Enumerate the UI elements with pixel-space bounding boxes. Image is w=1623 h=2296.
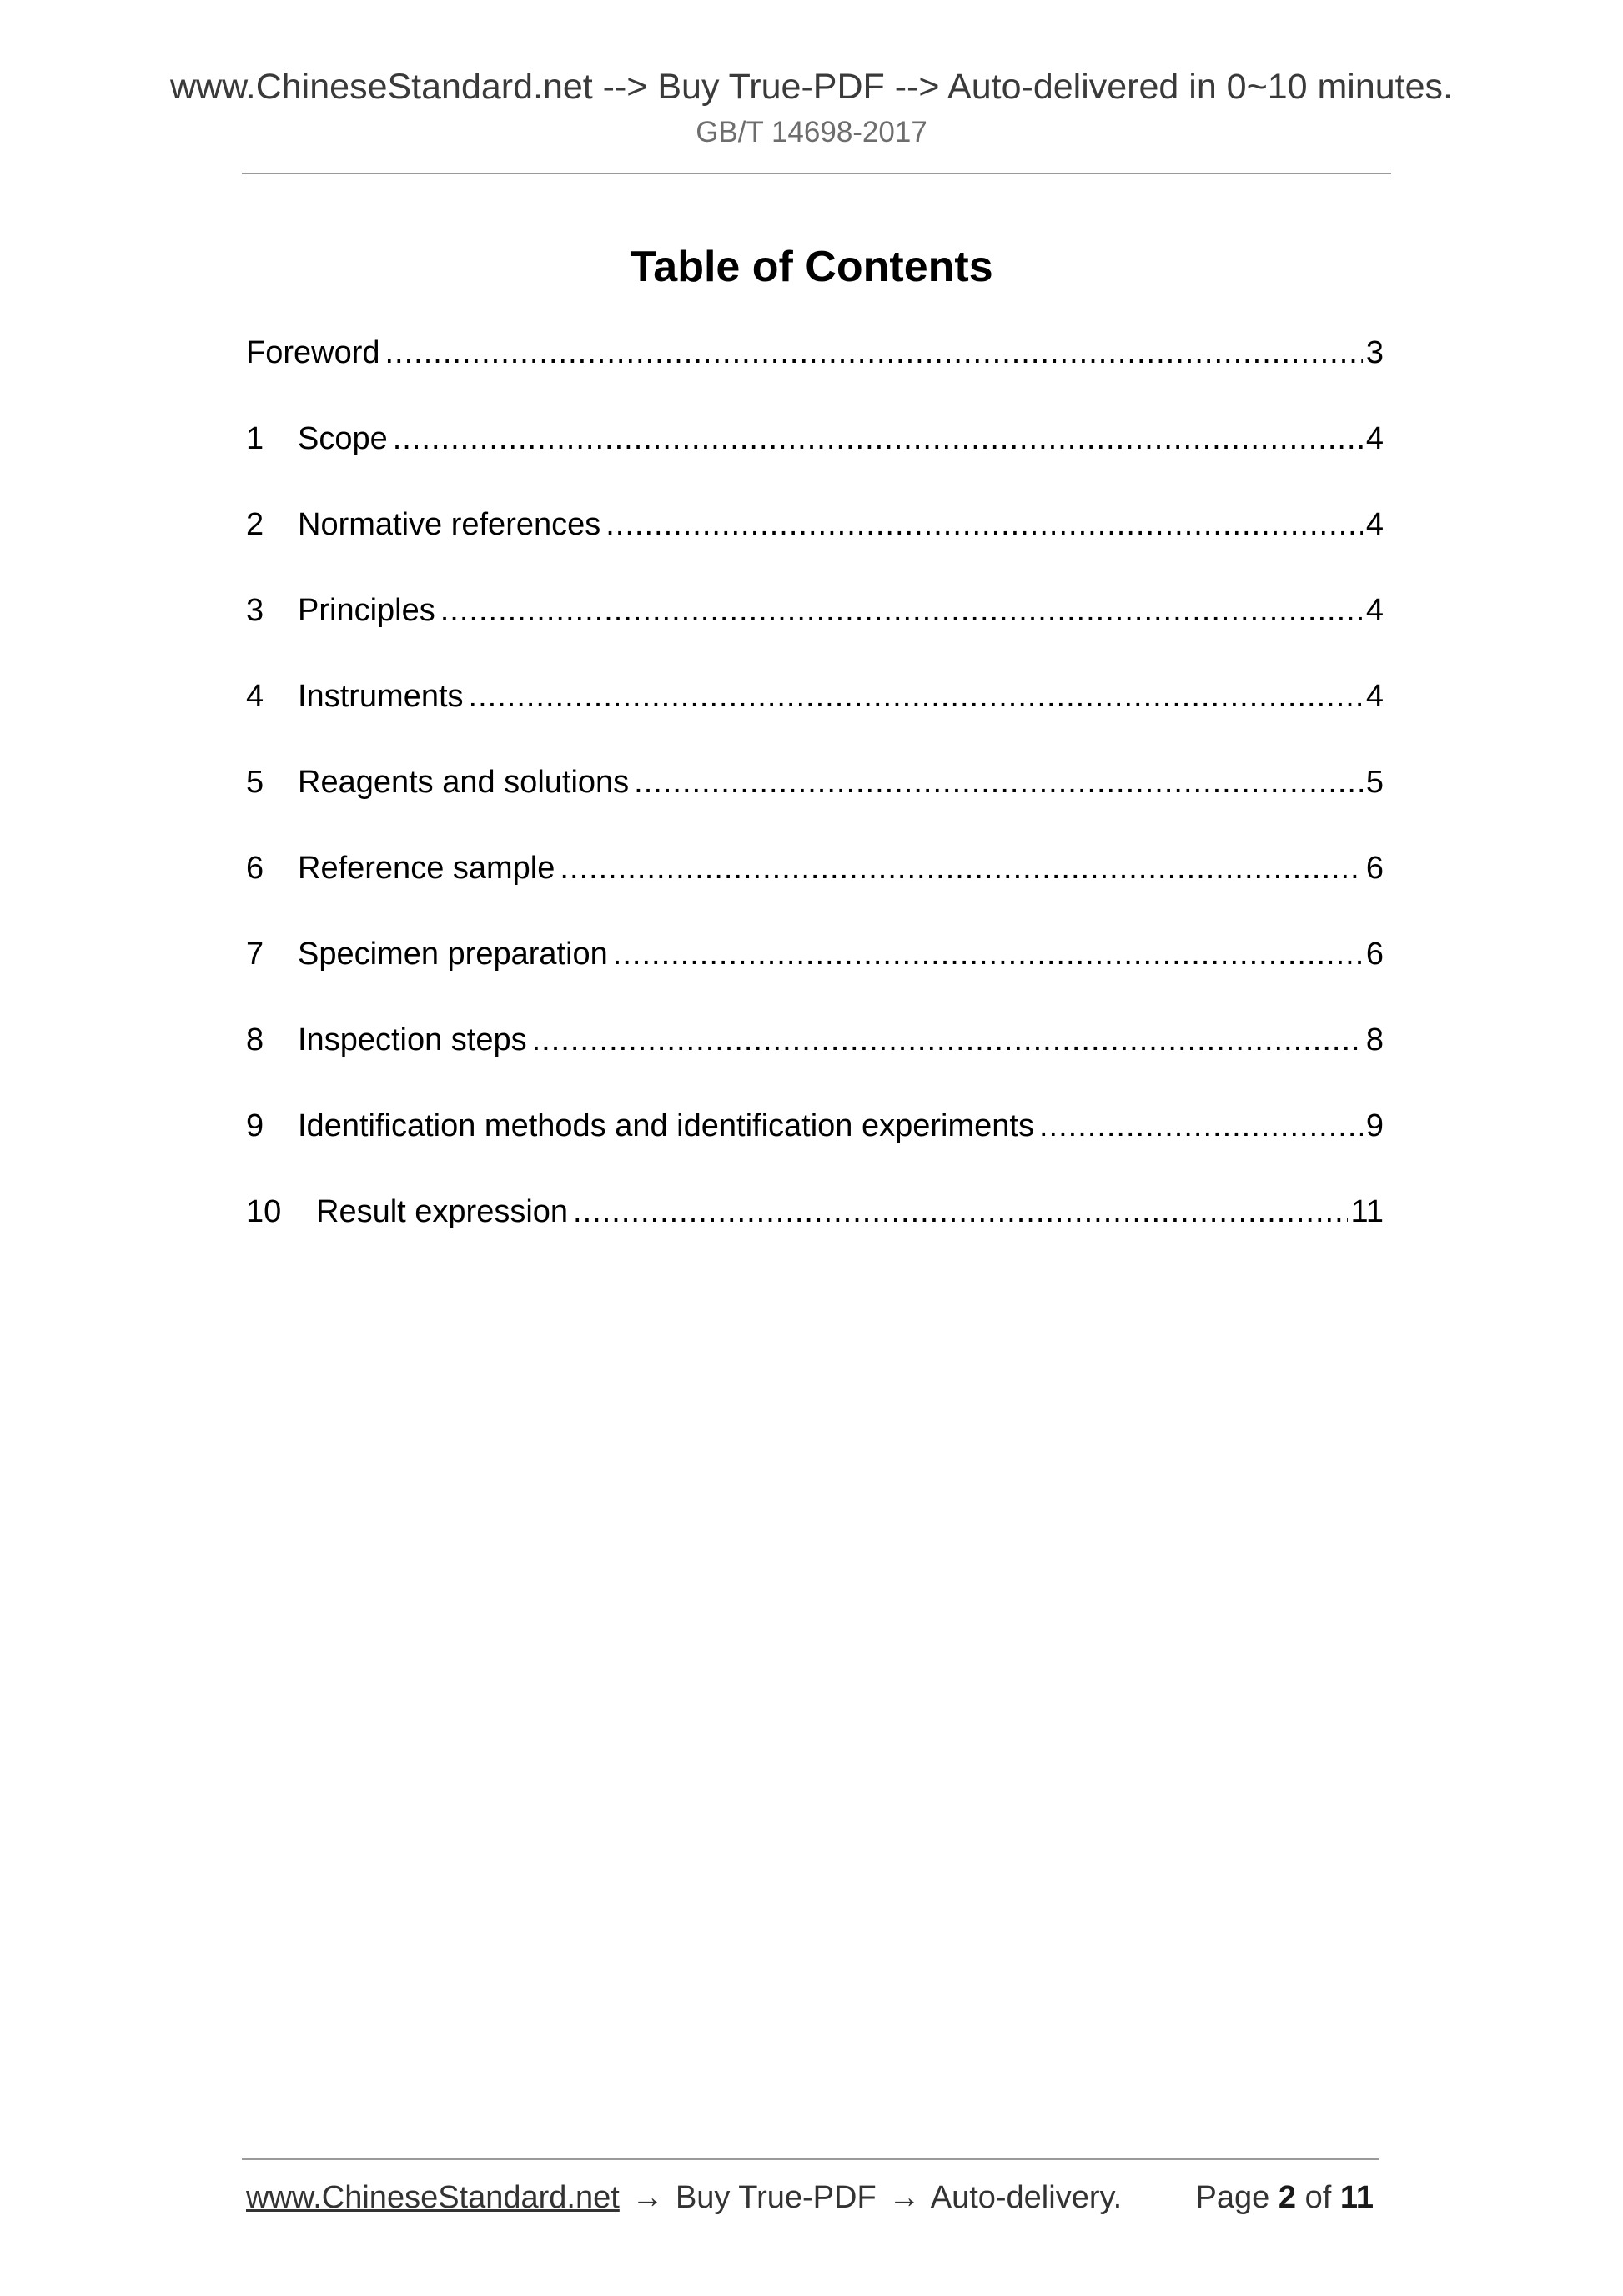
toc-entry-number: 1 [246, 421, 264, 456]
toc-entry-label: Reference sample [298, 851, 555, 886]
toc-leader-dots [605, 500, 1363, 549]
toc-entry-reagents-and-solutions[interactable] [246, 758, 1384, 844]
page-total: 11 [1339, 2180, 1374, 2215]
toc-leader-dots [634, 758, 1363, 806]
page-of-word: of [1304, 2180, 1332, 2215]
page-current: 2 [1278, 2180, 1296, 2215]
toc-leader-dots [613, 930, 1363, 978]
toc-entry-label: Principles [298, 593, 435, 628]
page-number [1196, 2175, 1374, 2220]
toc-leader-dots [393, 414, 1363, 463]
header-banner: www.ChineseStandard.net --> Buy True-PDF --> Auto-delivered in 0~10 minutes. [169, 67, 1453, 107]
toc-entry-number: 10 [246, 1194, 282, 1229]
toc-entry-number: 6 [246, 851, 264, 886]
toc-leader-dots [1039, 1102, 1363, 1150]
toc-entry-number: 4 [246, 679, 264, 714]
toc-leader-dots [573, 1188, 1348, 1236]
toc-entry-page: 4 [1365, 507, 1384, 542]
toc-entry-inspection-steps[interactable] [246, 1016, 1384, 1102]
toc-leader-dots [440, 586, 1363, 635]
toc-entry-label: Identification methods and identification experiments [298, 1108, 1034, 1143]
toc-entry-label: Result expression [316, 1194, 569, 1229]
toc-entry-page: 6 [1365, 851, 1384, 886]
toc-entry-foreword[interactable] [246, 329, 1384, 414]
arrow-right-icon: → [631, 2180, 664, 2215]
toc-entry-instruments[interactable] [246, 672, 1384, 758]
toc-entry-label: Specimen preparation [298, 937, 608, 972]
toc-entry-label: Normative references [298, 507, 601, 542]
toc-entry-principles[interactable] [246, 586, 1384, 672]
toc-entry-reference-sample[interactable] [246, 844, 1384, 930]
toc-entry-number: 8 [246, 1022, 264, 1058]
toc-leader-dots [469, 672, 1363, 721]
footer-buy-text: Buy True-PDF [675, 2180, 877, 2215]
toc-entry-page: 5 [1365, 765, 1384, 800]
toc-leader-dots [385, 329, 1363, 377]
toc-entry-normative-references[interactable] [246, 500, 1384, 586]
toc-entry-number: 5 [246, 765, 264, 800]
toc-entry-identification-methods[interactable] [246, 1102, 1384, 1188]
toc-list [246, 329, 1384, 1274]
toc-entry-label: Reagents and solutions [298, 765, 630, 800]
toc-entry-specimen-preparation[interactable] [246, 930, 1384, 1016]
toc-leader-dots [560, 844, 1362, 892]
footer-delivery-text: Auto-delivery. [930, 2180, 1123, 2215]
toc-entry-number: 7 [246, 937, 264, 972]
toc-entry-number: 9 [246, 1108, 264, 1143]
footer-site-link[interactable]: www.ChineseStandard.net [246, 2180, 620, 2215]
toc-leader-dots [532, 1016, 1363, 1064]
toc-entry-label: Scope [298, 421, 388, 456]
toc-entry-page: 3 [1365, 335, 1384, 370]
page-header [0, 65, 1623, 152]
toc-entry-number: 2 [246, 507, 264, 542]
toc-entry-result-expression[interactable] [246, 1188, 1384, 1274]
toc-entry-page: 8 [1365, 1022, 1384, 1058]
header-divider [242, 173, 1391, 174]
document-code: GB/T 14698-2017 [696, 116, 927, 148]
footer-divider [242, 2158, 1379, 2160]
toc-entry-number: 3 [246, 593, 264, 628]
toc-entry-page: 6 [1365, 937, 1384, 972]
toc-entry-label: Foreword [246, 335, 380, 370]
footer-promo [246, 2175, 1122, 2220]
toc-title: Table of Contents [630, 243, 993, 291]
page-footer [246, 2175, 1374, 2220]
toc-entry-page: 4 [1365, 679, 1384, 714]
toc-entry-label: Instruments [298, 679, 464, 714]
page-word: Page [1195, 2180, 1270, 2215]
toc-entry-label: Inspection steps [298, 1022, 527, 1058]
toc-entry-page: 4 [1365, 421, 1384, 456]
toc-entry-page: 11 [1350, 1194, 1384, 1229]
arrow-right-icon: → [888, 2180, 921, 2215]
toc-entry-scope[interactable] [246, 414, 1384, 500]
toc-entry-page: 4 [1365, 593, 1384, 628]
toc-entry-page: 9 [1365, 1108, 1384, 1143]
